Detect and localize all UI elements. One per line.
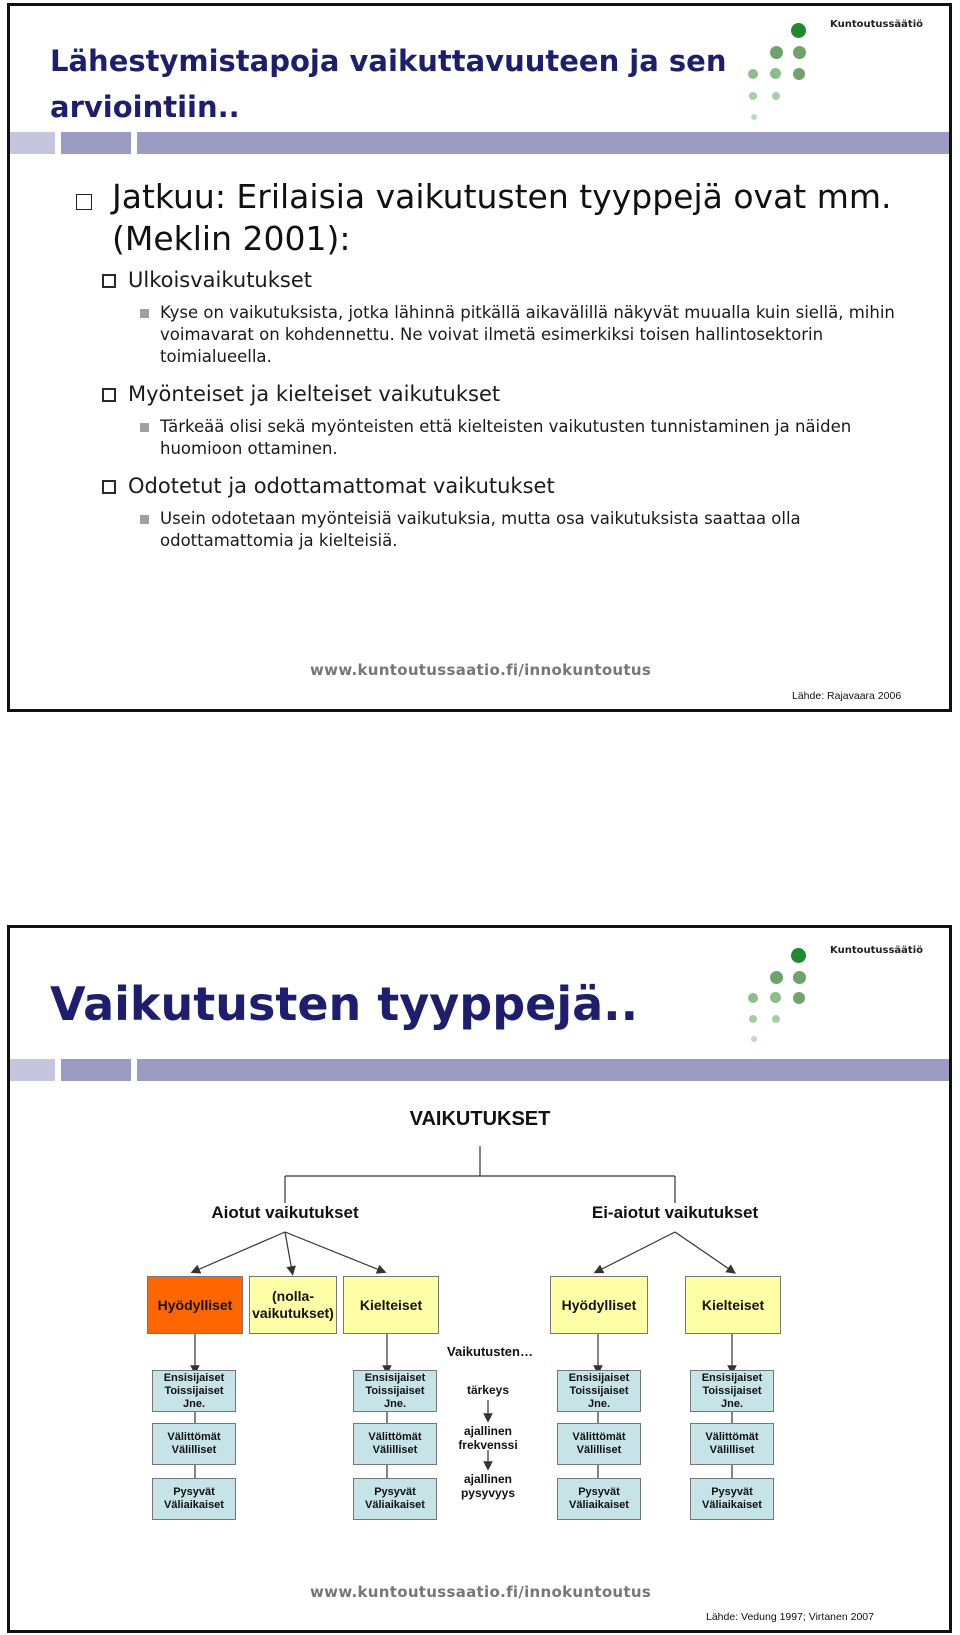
dimension-importance: tärkeys <box>466 1383 510 1397</box>
logo-dot <box>748 69 758 79</box>
bullet-heading: Myönteiset ja kielteiset vaikutukset <box>68 380 928 408</box>
bullet-marker <box>140 515 149 524</box>
bullet-text: Kyse on vaikutuksista, jotka lähinnä pitkällä aikavälillä näkyvät muualla kuin siellä, mihin voimavarat on kohdennettu. Ne voivat ilmetä esimerkiksi toisen hallintosektorin toimialueella. <box>68 302 928 368</box>
box-direct-indirect: Välittömät Välilliset <box>152 1423 236 1465</box>
source-note: Lähde: Vedung 1997; Virtanen 2007 <box>706 1611 874 1623</box>
dimension-permanence: ajallinen pysyvyys <box>460 1472 516 1500</box>
bullet-marker <box>140 309 149 318</box>
logo-dot <box>770 46 783 59</box>
dimension-frequency: ajallinen frekvenssi <box>458 1424 518 1452</box>
logo-dot <box>770 68 781 79</box>
root-label: VAIKUTUKSET <box>409 1108 551 1130</box>
branch-intended: Aiotut vaikutukset <box>211 1203 359 1222</box>
slide-title: Vaikutusten tyyppejä.. <box>50 977 639 1031</box>
logo-text: Kuntoutussäätiö <box>830 945 923 956</box>
box-harmful: Kielteiset <box>685 1276 781 1334</box>
footer-url: www.kuntoutussaatio.fi/innokuntoutus <box>310 1583 652 1601</box>
box-beneficial: Hyödylliset <box>147 1276 243 1334</box>
header-bar <box>10 132 55 154</box>
box-direct-indirect: Välittömät Välilliset <box>353 1423 437 1465</box>
box-harmful: Kielteiset <box>343 1276 439 1334</box>
logo-text: Kuntoutussäätiö <box>830 19 923 30</box>
box-primary-secondary: Ensisijaiset Toissijaiset Jne. <box>152 1370 236 1412</box>
bullet-marker <box>102 274 116 288</box>
box-null-effects: (nolla- vaikutukset) <box>249 1276 337 1334</box>
header-bar <box>137 132 949 154</box>
bullet-text: Usein odotetaan myönteisiä vaikutuksia, mutta osa vaikutuksista saattaa olla odottamattomia ja kielteisiä. <box>68 508 928 552</box>
branch-unintended: Ei-aiotut vaikutukset <box>591 1203 759 1222</box>
box-primary-secondary: Ensisijaiset Toissijaiset Jne. <box>353 1370 437 1412</box>
bullet-marker <box>76 194 92 210</box>
box-primary-secondary: Ensisijaiset Toissijaiset Jne. <box>557 1370 641 1412</box>
logo-dot <box>791 23 806 38</box>
slide-title: Lähestymistapoja vaikuttavuuteen ja sen arviointiin.. <box>50 44 727 124</box>
bullet-text: Tärkeää olisi sekä myönteisten että kielteisten vaikutusten tunnistaminen ja näiden huomioon ottaminen. <box>68 416 928 460</box>
logo-dot <box>793 68 805 80</box>
effects-label: Vaikutusten… <box>447 1344 533 1359</box>
slide-2 <box>7 925 952 1633</box>
bullet-marker <box>102 388 116 402</box>
box-permanent-temporary: Pysyvät Väliaikaiset <box>353 1478 437 1520</box>
logo-dot <box>793 46 806 59</box>
logo-dot <box>749 92 757 100</box>
logo-dot <box>772 92 780 100</box>
box-beneficial: Hyödylliset <box>550 1276 648 1334</box>
bullet-heading: Odotetut ja odottamattomat vaikutukset <box>68 472 928 500</box>
source-note: Lähde: Rajavaara 2006 <box>792 690 902 702</box>
bullet-marker <box>102 480 116 494</box>
box-direct-indirect: Välittömät Välilliset <box>690 1423 774 1465</box>
box-permanent-temporary: Pysyvät Väliaikaiset <box>557 1478 641 1520</box>
header-bar <box>61 132 131 154</box>
slide-1 <box>7 3 952 712</box>
bullet-level1: Jatkuu: Erilaisia vaikutusten tyyppejä ovat mm. (Meklin 2001): <box>68 176 928 260</box>
box-permanent-temporary: Pysyvät Väliaikaiset <box>690 1478 774 1520</box>
footer-url: www.kuntoutussaatio.fi/innokuntoutus <box>310 661 652 679</box>
box-primary-secondary: Ensisijaiset Toissijaiset Jne. <box>690 1370 774 1412</box>
bullet-list <box>68 176 928 552</box>
box-direct-indirect: Välittömät Välilliset <box>557 1423 641 1465</box>
bullet-heading: Ulkoisvaikutukset <box>68 266 928 294</box>
logo-dot <box>751 114 757 120</box>
box-permanent-temporary: Pysyvät Väliaikaiset <box>152 1478 236 1520</box>
bullet-marker <box>140 423 149 432</box>
